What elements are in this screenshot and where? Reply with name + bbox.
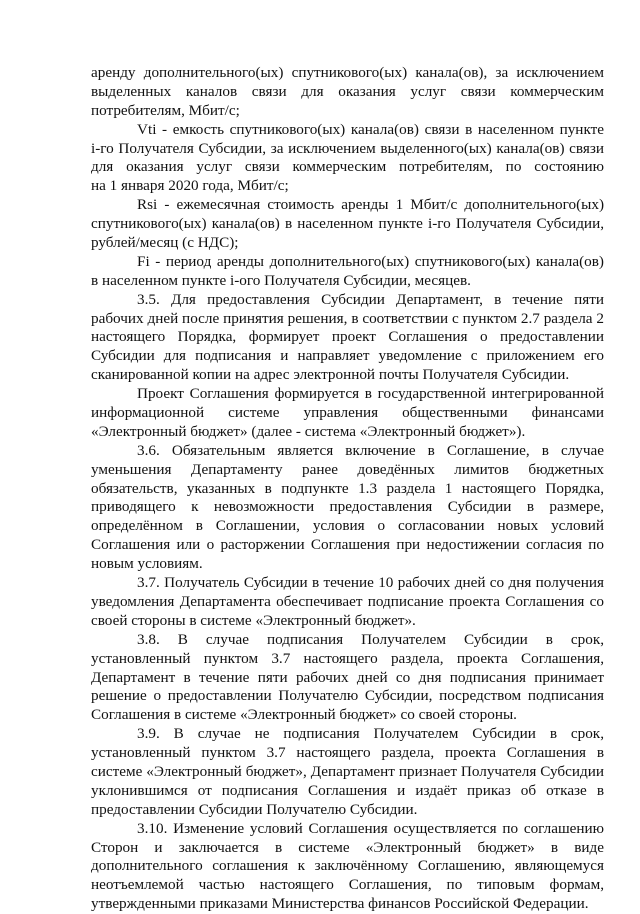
paragraph-line: Департамент в течение пяти рабочих дней со дня подписания принимает [91, 668, 604, 686]
paragraph-line: системе «Электронный бюджет», Департамент признает Получателя Субсидии [91, 762, 604, 780]
paragraph-line: предоставлении Субсидии Получателю Субсидии. [91, 800, 418, 818]
paragraph-line: утвержденными приказами Министерства финансов Российской Федерации. [91, 895, 589, 913]
paragraph-line: уменьшения Департаменту ранее доведённых лимитов бюджетных [91, 460, 604, 478]
paragraph-line: для оказания услуг связи коммерческим потребителям, по состоянию [91, 158, 604, 176]
paragraph-line: приводящего к невозможности предоставления Субсидии в размере, [91, 498, 604, 516]
paragraph [91, 574, 604, 631]
paragraph-line: Проект Соглашения формируется в государственной интегрированной [137, 385, 604, 403]
paragraph [91, 291, 604, 385]
paragraph-line: 3.5. Для предоставления Субсидии Департамент, в течение пяти [137, 290, 604, 308]
paragraph-line: настоящего Порядка, формирует проект Соглашения о предоставлении [91, 328, 604, 346]
paragraph [91, 820, 604, 914]
paragraph [91, 64, 604, 121]
paragraph-line: 3.7. Получатель Субсидии в течение 10 рабочих дней со дня получения [137, 574, 604, 592]
paragraph-line: уведомления Департамента обеспечивает подписание проекта Соглашения со [91, 592, 604, 610]
paragraph [91, 385, 604, 442]
paragraph-line: Rsi - ежемесячная стоимость аренды 1 Мбит/с дополнительного(ых) [137, 196, 604, 214]
paragraph [91, 121, 604, 197]
paragraph-line: «Электронный бюджет» (далее - система «Электронный бюджет»). [91, 422, 526, 440]
paragraph-line: Субсидии для подписания и направляет уведомление с приложением его [91, 347, 604, 365]
paragraph-line: на 1 января 2020 года, Мбит/с; [91, 177, 289, 195]
document-page [91, 64, 604, 914]
paragraph-line: рублей/месяц (с НДС); [91, 234, 239, 252]
paragraph-line: потребителям, Мбит/с; [91, 101, 240, 119]
paragraph-line: i-го Получателя Субсидии, за исключением выделенного(ых) канала(ов) связи [91, 139, 604, 157]
paragraph-line: аренду дополнительного(ых) спутникового(ых) канала(ов), за исключением [91, 64, 604, 81]
paragraph-line: уклонившимся от подписания Соглашения и издаёт приказ об отказе в [91, 781, 604, 799]
paragraph-line: 3.10. Изменение условий Соглашения осуществляется по соглашению [137, 819, 604, 837]
paragraph-line: решение о предоставлении Получателю Субсидии, посредством подписания [91, 687, 604, 705]
paragraph-line: дополнительного соглашения к заключённому Соглашению, являющемуся [91, 857, 604, 875]
paragraph-line: Соглашения или о расторжении Соглашения при недостижении согласия по [91, 536, 604, 554]
paragraph-line: 3.9. В случае не подписания Получателем Субсидии в срок, [137, 725, 604, 743]
paragraph-line: новым условиям. [91, 555, 203, 573]
paragraph-line: в населенном пункте i-ого Получателя Субсидии, месяцев. [91, 271, 471, 289]
paragraph-line: установленный пунктом 3.7 настоящего раздела, проекта Соглашения в [91, 744, 604, 762]
paragraph [91, 442, 604, 574]
paragraph [91, 725, 604, 819]
paragraph-line: сканированной копии на адрес электронной почты Получателя Субсидии. [91, 366, 570, 384]
paragraph-line: Fi - период аренды дополнительного(ых) спутникового(ых) канала(ов) [137, 252, 604, 270]
paragraph-line: Vti - емкость спутникового(ых) канала(ов) связи в населенном пункте [137, 120, 604, 138]
paragraph-line: Сторон и заключается в системе «Электронный бюджет» в виде [91, 838, 604, 856]
paragraph-line: спутникового(ых) канала(ов) в населенном пункте i-го Получателя Субсидии, [91, 215, 604, 233]
paragraph-line: информационной системе управления общественными финансами [91, 404, 604, 422]
paragraph-line: Соглашения в системе «Электронный бюджет» со своей стороны. [91, 706, 517, 724]
paragraph-line: своей стороны в системе «Электронный бюджет». [91, 611, 416, 629]
paragraph-line: обязательств, указанных в подпункте 1.3 раздела 1 настоящего Порядка, [91, 479, 604, 497]
paragraph-line: определённом в Соглашении, условия о согласовании новых условий [91, 517, 604, 535]
paragraph-line: установленный пунктом 3.7 настоящего раздела, проекта Соглашения, [91, 649, 604, 667]
paragraph-line: выделенных каналов связи для оказания услуг связи коммерческим [91, 82, 604, 100]
paragraph-line: 3.8. В случае подписания Получателем Субсидии в срок, [137, 630, 604, 648]
paragraph [91, 196, 604, 253]
paragraph-line: рабочих дней после принятия решения, в соответствии с пунктом 2.7 раздела 2 [91, 309, 604, 327]
paragraph [91, 253, 604, 291]
paragraph-line: неотъемлемой частью настоящего Соглашения, по типовым формам, [91, 876, 604, 894]
paragraph-line: 3.6. Обязательным является включение в Соглашение, в случае [137, 441, 604, 459]
paragraph [91, 631, 604, 725]
